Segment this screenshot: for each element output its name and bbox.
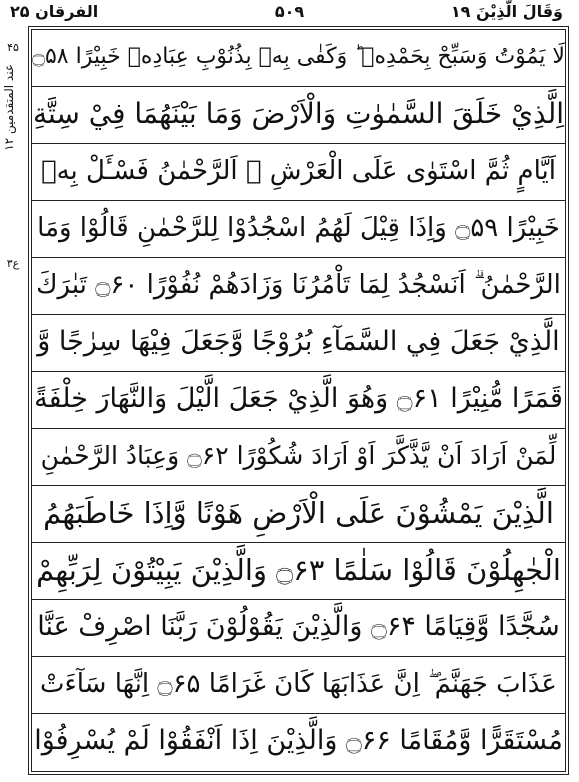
text-line: خَبِيْرًا ۝۵۹ وَاِذَا قِيْلَ لَهُمُ اسْجُدُوْا لِلرَّحْمٰنِ قَالُوْا وَمَا	[32, 201, 565, 258]
text-line: عَذَابَ جَهَنَّمَ ۖ اِنَّ عَذَابَهَا كَانَ غَرَامًا ۝۶۵ اِنَّهَا سَآءَتْ	[32, 657, 565, 714]
text-line: لَا يَمُوْتُ وَسَبِّحْ بِحَمْدِهٖ ؕ وَكَفٰى بِهٖ بِذُنُوْبِ عِبَادِهٖ خَبِيْرًا ۝۵۸	[32, 30, 565, 87]
margin-mark-ruku: ۳ع	[6, 257, 20, 270]
page-number: ۵۰۹	[274, 2, 305, 21]
surah-name: الفرقان ۲۵	[10, 2, 99, 21]
text-line: الرَّحْمٰنُ ۗ اَنَسْجُدُ لِمَا تَاْمُرُنَا وَزَادَهُمْ نُفُوْرًا ۝۶۰ تَبٰرَكَ	[32, 258, 565, 315]
text-line: قَمَرًا مُّنِيْرًا ۝۶۱ وَهُوَ الَّذِيْ جَعَلَ الَّيْلَ وَالنَّهَارَ خِلْفَةً	[32, 372, 565, 429]
text-line: سُجَّدًا وَّقِيَامًا ۝۶۴ وَالَّذِيْنَ يَقُوْلُوْنَ رَبَّنَا اصْرِفْ عَنَّا	[32, 600, 565, 657]
page-header	[0, 0, 579, 26]
text-line: لِّمَنْ اَرَادَ اَنْ يَّذَّكَّرَ اَوْ اَرَادَ شُكُوْرًا ۝۶۲ وَعِبَادُ الرَّحْمٰنِ	[32, 429, 565, 486]
juz-name: وَقَالَ الَّذِيْنَ ۱۹	[450, 2, 563, 21]
text-line: الَّذِيْ جَعَلَ فِي السَّمَآءِ بُرُوْجًا وَّجَعَلَ فِيْهَا سِرٰجًا وَّ	[32, 315, 565, 372]
text-line: الْجٰهِلُوْنَ قَالُوْا سَلٰمًا ۝۶۳ وَالَّذِيْنَ يَبِيْتُوْنَ لِرَبِّهِمْ	[32, 543, 565, 600]
text-line: الَّذِيْنَ يَمْشُوْنَ عَلَى الْاَرْضِ هَوْنًا وَّاِذَا خَاطَبَهُمُ	[32, 486, 565, 543]
text-line: اِلَّذِيْ خَلَقَ السَّمٰوٰتِ وَالْاَرْضَ وَمَا بَيْنَهُمَا فِيْ سِتَّةِ	[32, 87, 565, 144]
text-line: اَيَّامٍ ثُمَّ اسْتَوٰى عَلَى الْعَرْشِ ۚ اَلرَّحْمٰنُ فَسْـَٔلْ بِهٖ	[32, 144, 565, 201]
text-line: مُسْتَقَرًّا وَّمُقَامًا ۝۶۶ وَالَّذِيْنَ اِذَا اَنْفَقُوْا لَمْ يُسْرِفُوْا	[34, 725, 563, 756]
margin-note: عند المتقدمين ۱۲	[2, 64, 16, 151]
margin-mark-top: ۴۵	[7, 41, 19, 54]
